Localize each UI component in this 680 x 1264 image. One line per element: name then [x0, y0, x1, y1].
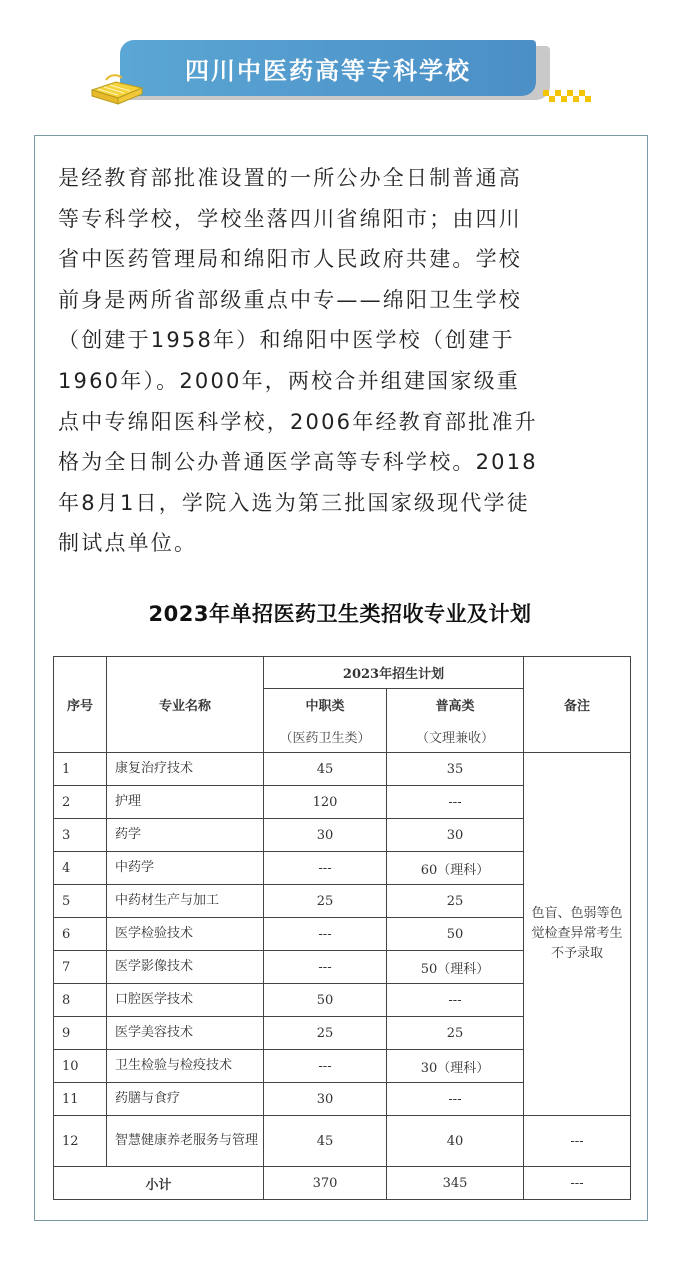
row-number: 1	[54, 753, 107, 786]
header-vocational: 中职类	[264, 689, 387, 721]
general-count: 35	[387, 753, 524, 786]
row-number: 10	[54, 1050, 107, 1083]
major-name: 医学影像技术	[107, 951, 264, 984]
row-number: 6	[54, 918, 107, 951]
header-vocational-sub: （医药卫生类）	[264, 721, 387, 753]
vocational-count: 45	[264, 1116, 387, 1167]
major-name: 医学检验技术	[107, 918, 264, 951]
table-row	[54, 1116, 631, 1167]
general-count: 30（理科）	[387, 1050, 524, 1083]
header-major: 专业名称	[107, 657, 264, 753]
total-row	[54, 1167, 631, 1200]
intro-line: 点中专绵阳医科学校，2006年经教育部批准升	[58, 409, 538, 434]
total-remark: ---	[524, 1167, 631, 1200]
general-count: 40	[387, 1116, 524, 1167]
major-name: 药学	[107, 819, 264, 852]
vocational-count: 25	[264, 885, 387, 918]
vocational-count: 120	[264, 786, 387, 819]
row-number: 2	[54, 786, 107, 819]
header-general-sub: （文理兼收）	[387, 721, 524, 753]
general-count: 30	[387, 819, 524, 852]
general-count: ---	[387, 984, 524, 1017]
vocational-count: 50	[264, 984, 387, 1017]
enrollment-plan-table	[53, 656, 631, 1200]
table-row	[54, 753, 631, 786]
vocational-count: ---	[264, 852, 387, 885]
row-number: 5	[54, 885, 107, 918]
table-header-row	[54, 657, 631, 689]
intro-paragraph	[58, 158, 628, 564]
major-name: 医学美容技术	[107, 1017, 264, 1050]
general-count: 50	[387, 918, 524, 951]
major-name: 智慧健康养老服务与管理	[107, 1116, 264, 1167]
general-count: ---	[387, 786, 524, 819]
book-icon	[88, 70, 146, 110]
row-number: 9	[54, 1017, 107, 1050]
row-number: 3	[54, 819, 107, 852]
vocational-count: 45	[264, 753, 387, 786]
major-name: 口腔医学技术	[107, 984, 264, 1017]
intro-line: 前身是两所省部级重点中专——绵阳卫生学校	[58, 287, 522, 312]
major-name: 中药学	[107, 852, 264, 885]
intro-line: 年8月1日，学院入选为第三批国家级现代学徒	[58, 490, 530, 515]
header-banner	[120, 40, 536, 96]
row-number: 4	[54, 852, 107, 885]
vocational-count: ---	[264, 951, 387, 984]
vocational-count: ---	[264, 918, 387, 951]
remark: ---	[524, 1116, 631, 1167]
vocational-count: ---	[264, 1050, 387, 1083]
row-number: 7	[54, 951, 107, 984]
total-vocational: 370	[264, 1167, 387, 1200]
major-name: 中药材生产与加工	[107, 885, 264, 918]
intro-line: （创建于1958年）和绵阳中医学校（创建于	[58, 328, 515, 353]
row-number: 11	[54, 1083, 107, 1116]
major-name: 护理	[107, 786, 264, 819]
header-remark: 备注	[524, 657, 631, 753]
general-count: 25	[387, 885, 524, 918]
intro-line: 格为全日制公办普通医学高等专科学校。2018	[58, 450, 538, 475]
page-title: 四川中医药高等专科学校	[185, 56, 471, 85]
total-general: 345	[387, 1167, 524, 1200]
intro-line: 1960年）。2000年，两校合并组建国家级重	[58, 368, 520, 393]
intro-line: 省中医药管理局和绵阳市人民政府共建。学校	[58, 247, 522, 272]
checker-decoration	[543, 90, 591, 102]
major-name: 康复治疗技术	[107, 753, 264, 786]
vocational-count: 25	[264, 1017, 387, 1050]
general-count: 60（理科）	[387, 852, 524, 885]
intro-line: 制试点单位。	[58, 531, 198, 556]
intro-line: 等专科学校，学校坐落四川省绵阳市；由四川	[58, 206, 522, 231]
row-number: 8	[54, 984, 107, 1017]
table-title: 2023年单招医药卫生类招收专业及计划	[148, 602, 532, 626]
vocational-count: 30	[264, 819, 387, 852]
general-count: 25	[387, 1017, 524, 1050]
header-seq: 序号	[54, 657, 107, 753]
major-name: 药膳与食疗	[107, 1083, 264, 1116]
vocational-count: 30	[264, 1083, 387, 1116]
general-count: 50（理科）	[387, 951, 524, 984]
header-general: 普高类	[387, 689, 524, 721]
remark-merged: 色盲、色弱等色觉检查异常考生不予录取	[524, 753, 631, 1116]
row-number: 12	[54, 1116, 107, 1167]
major-name: 卫生检验与检疫技术	[107, 1050, 264, 1083]
general-count: ---	[387, 1083, 524, 1116]
total-label: 小计	[54, 1167, 264, 1200]
header-plan: 2023年招生计划	[264, 657, 524, 689]
intro-line: 是经教育部批准设置的一所公办全日制普通高	[58, 166, 522, 190]
